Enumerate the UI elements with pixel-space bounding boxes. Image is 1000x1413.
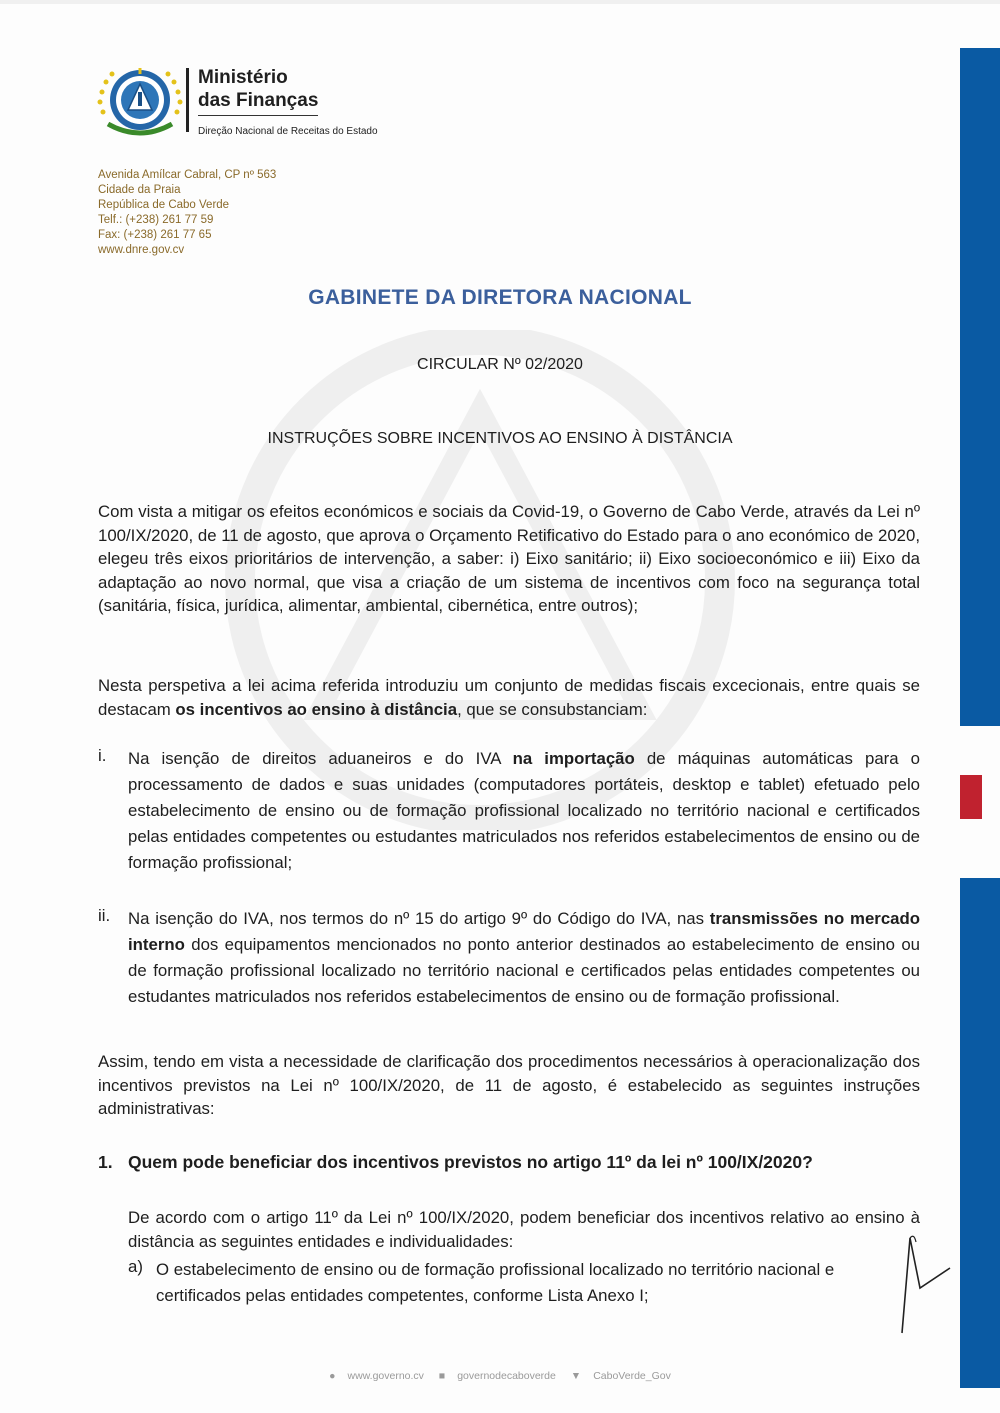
item-i-marker: i.	[98, 746, 107, 765]
ministry-name-line2: das Finanças	[198, 89, 318, 116]
address-city: Cidade da Praia	[98, 184, 181, 196]
item-ii-text-bold: transmissões no mercado interno	[128, 909, 920, 954]
item-i-text-before: Na isenção de direitos aduaneiros e do IVA	[128, 749, 513, 768]
perspective-paragraph	[98, 674, 920, 721]
side-bar-red	[960, 775, 982, 819]
ministry-name-line1: Ministério	[198, 67, 288, 88]
side-bar-blue-top	[960, 48, 1000, 726]
footer-facebook[interactable]: governodecaboverde	[457, 1370, 556, 1382]
section-1-intro: De acordo com o artigo 11º da Lei nº 100/IX/2020, podem beneficiar dos incentivos relativo ao ensino à distância as seguintes entidades e individualidades:	[128, 1208, 920, 1251]
item-ii-text-after: dos equipamentos mencionados no ponto anterior destinados ao estabelecimento de ensino ou de formação profissional localizado no território nacional e certificados pelas entidades competentes ou estudantes matriculados nos referidos estabelecimentos de ensino ou de formação profissional.	[128, 935, 920, 1006]
document-subject: INSTRUÇÕES SOBRE INCENTIVOS AO ENSINO À DISTÂNCIA	[267, 430, 733, 447]
intro-paragraph: Com vista a mitigar os efeitos económicos e sociais da Covid-19, o Governo de Cabo Verde, através da Lei nº 100/IX/2020, de 11 de agosto, que aprova o Orçamento Retificativo do Estado para o ano económico de 2020, elegeu três eixos prioritários de intervenção, a saber: i) Eixo sanitário; ii) Eixo socioeconómico e iii) Eixo da adaptação ao novo normal, que visa a criação de um sistema de incentivos com foco na segurança total (sanitária, física, jurídica, alimentar, ambiental, cibernética, entre outros);	[98, 502, 920, 615]
address-fax: Fax: (+238) 261 77 65	[98, 229, 212, 241]
item-ii-marker: ii.	[98, 906, 111, 925]
facebook-icon: ■	[438, 1370, 446, 1382]
perspective-text-bold: os incentivos ao ensino à distância	[175, 699, 458, 719]
item-i-text	[128, 746, 920, 876]
signature-initial	[890, 1228, 960, 1338]
circular-number: CIRCULAR Nº 02/2020	[417, 356, 583, 373]
item-ii-text-before: Na isenção do IVA, nos termos do nº 15 do artigo 9º do Código do IVA, nas	[128, 909, 710, 928]
footer-website[interactable]: www.governo.cv	[347, 1370, 424, 1382]
footer-twitter[interactable]: CaboVerde_Gov	[593, 1370, 671, 1382]
address-block	[98, 168, 276, 258]
clarification-paragraph: Assim, tendo em vista a necessidade de clarificação dos procedimentos necessários à operacionalização dos incentivos previstos na Lei nº 100/IX/2020, de 11 de agosto, é estabelecido as seguintes instruções administrativas:	[98, 1052, 920, 1118]
section-1-title: Quem pode beneficiar dos incentivos previstos no artigo 11º da lei nº 100/IX/2020?	[128, 1152, 813, 1172]
cabo-verde-emblem-icon	[92, 58, 188, 144]
ministry-subtitle: Direção Nacional de Receitas do Estado	[198, 126, 378, 137]
item-ii-text	[128, 906, 920, 1010]
address-country: República de Cabo Verde	[98, 199, 230, 211]
globe-icon: ●	[329, 1370, 336, 1382]
cabinet-title: GABINETE DA DIRETORA NACIONAL	[308, 286, 692, 309]
side-bar-blue-bottom	[960, 878, 1000, 1388]
item-a-marker: a)	[128, 1257, 143, 1276]
brand-divider	[186, 68, 189, 132]
section-1-number: 1.	[98, 1152, 113, 1172]
item-i-text-bold: na importação	[512, 749, 635, 768]
perspective-text-after: , que se consubstanciam:	[457, 699, 648, 719]
twitter-icon: ▼	[570, 1370, 582, 1382]
address-website[interactable]: www.dnre.gov.cv	[98, 244, 185, 256]
item-a-text: O estabelecimento de ensino ou de formação profissional localizado no território nacional e certificados pelas entidades competentes, conforme Lista Anexo I;	[156, 1260, 835, 1305]
footer	[0, 1370, 1000, 1382]
top-border	[0, 0, 1000, 4]
address-street: Avenida Amílcar Cabral, CP nº 563	[98, 169, 277, 181]
section-1-heading	[98, 1152, 813, 1173]
address-phone: Telf.: (+238) 261 77 59	[98, 214, 214, 226]
perspective-text-before: Nesta perspetiva a lei acima referida introduziu um conjunto de medidas fiscais excecionais, entre quais se destacam	[98, 676, 920, 719]
item-i-text-after: de máquinas automáticas para o processamento de dados e suas unidades (computadores portáteis, desktop e tablet) efetuado pelo estabelecimento de ensino ou de formação profissional localizado no território nacional e certificados pelas entidades competentes ou estudantes matriculados nos referidos estabelecimentos de ensino ou de formação profissional;	[128, 749, 920, 872]
